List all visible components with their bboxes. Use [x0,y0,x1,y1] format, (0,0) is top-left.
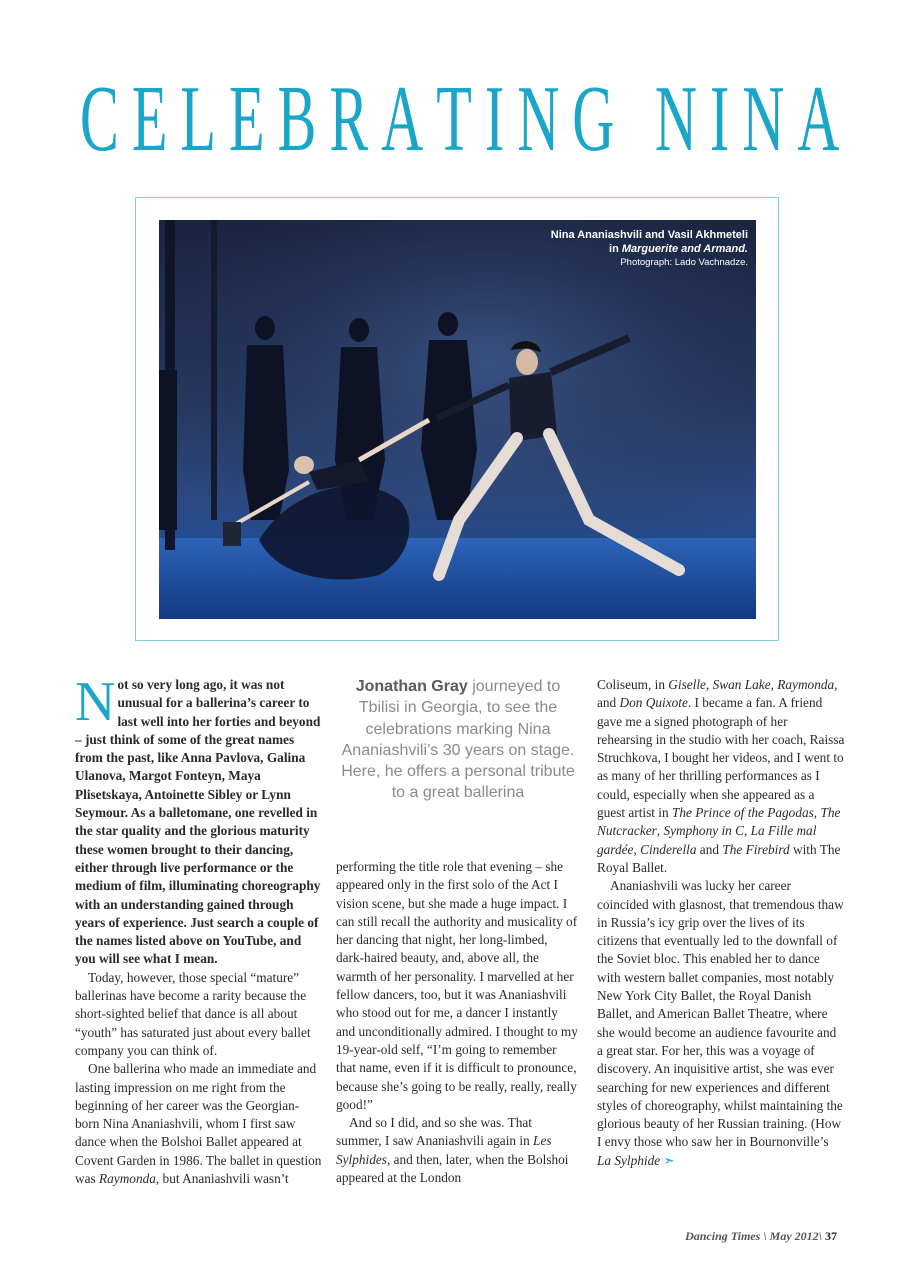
title-letter: E [131,67,168,171]
ballet-title: Don Quixote [619,695,688,711]
ballet-title: The Nutcracker [597,805,841,839]
caption-ballet-title: Marguerite and Armand. [621,243,748,255]
ballet-title: Raymonda [99,1171,156,1187]
title-letter: T [436,67,472,171]
footer-separator: \ [763,1229,767,1243]
title-letter: R [329,67,369,171]
ballet-title: La Sylphide [597,1152,661,1168]
title-letter: A [797,67,840,171]
title-letter: N [654,67,697,171]
text-run: and [696,841,723,857]
page-footer [685,1229,837,1244]
text-run: , [813,805,821,821]
text-run: Ananiashvili was lucky her career coincided with glasnost, that tremendous thaw in Russia’s icy grip over the lives of its citizens that eventually led to the downfall of the Soviet bloc. This enabled her to dance with western ballet companies, most notably New York City Ballet, the Royal Danish Ballet, and American Ballet Theatre, where she would become an audience favourite and a great star. For her, this was a voyage of discovery. An inquisitive artist, she was ever searching for new experiences and different styles of choreography, whilst maintaining the glorious beauty of her Russian training. (How I envy those who saw her in Bournonville’s [597,878,844,1150]
footer-separator: \ [818,1229,822,1243]
ballet-photo [159,220,756,619]
paragraph: Today, however, those special “mature” ballerinas have become a rarity because the short-sighted belief that dance is all about “youth” has saturated just about every ballet company you can think of. [75,969,311,1058]
lead-text: ot so very long ago, it was not unusual for a ballerina’s career to last well into her forties and beyond – just think of some of the great names from the past, like Anna Pavlova, Galina Ulanova, Margot Fonteyn, Maya Plisetskaya, Antoinette Sibley or Lynn Seymour. As a balletomane, one revelled in the star quality and the glorious maturity these women brought to their dancing, either through live performance or the medium of film, illuminating choreography with an understanding gained through years of experience. Just search a couple of the names listed above on YouTube, and you will see what I mean. [75,677,321,967]
photo-caption [551,228,748,270]
title-letter: I [709,67,730,171]
paragraph [75,1060,323,1188]
text-run: , [633,841,641,857]
paragraph [336,1114,578,1187]
paragraph [597,676,845,877]
title-letter: I [484,67,505,171]
title-letter: G [572,67,615,171]
text-run: with The Royal Ballet. [597,841,841,875]
photo-credit: Photograph: Lado Vachnadze. [620,257,748,268]
stage-floor [159,538,756,619]
article-title [80,67,840,171]
title-letter: E [228,67,265,171]
title-letter: L [180,67,217,171]
text-run: , and [597,677,838,711]
ballet-title: Symphony in C [663,823,744,839]
text-run: One ballerina who made an immediate and lasting impression on me right from the beginning of her career was the Georgian-born Nina Ananiashvili, whom I first saw dance when the Bolshoi Ballet appeared at Covent Garden in 1986. The ballet in question was [75,1061,322,1187]
text-run: And so I did, and so she was. That summer, I saw Ananiashvili again in [336,1115,534,1149]
ballet-title: Cinderella [640,841,697,857]
title-letter: B [277,67,317,171]
magazine-name: Dancing Times [685,1229,761,1243]
ballet-title: Giselle [668,677,706,692]
text-run: , [770,677,778,692]
paragraph [597,877,845,1171]
text-run: , [656,823,664,839]
column-2-body [336,858,578,1187]
caption-dancers: Nina Ananiashvili and Vasil Akhmeteli [550,229,748,241]
pillar [211,220,217,520]
continue-arrow-icon: ➣ [663,1153,675,1169]
article-column-3 [597,676,845,1171]
author-name: Jonathan Gray [355,678,468,695]
text-run: , [744,823,751,839]
title-letter: N [517,67,560,171]
ballet-title: The Firebird [722,841,790,857]
text-run: . I became a fan. A friend gave me a signed photograph of her rehearsing in the studio with her coach, Raissa Struchkova, I bought her videos, and I went to as many of her thrilling performances as I could, especially when she appeared as a guest artist in [597,695,845,821]
text-run: , [705,677,713,692]
title-letter: C [80,67,119,171]
standfirst [340,676,576,804]
ballet-title: Swan Lake [712,677,771,692]
article-column-1 [75,671,323,1188]
drop-cap: N [75,671,116,733]
caption-prefix: in [609,243,619,255]
prop-book [223,522,241,546]
title-letter: N [742,67,785,171]
caption-ballet [551,242,748,256]
title-letter: A [381,67,424,171]
paragraph: performing the title role that evening – she appeared only in the first solo of the Act I vision scene, but she made a huge impact. I can still recall the authority and musicality of her dancing that night, her long-limbed, dark-haired beauty, and, above all, the warmth of her personality. I marvelled at her fellow dancers, too, but it was Ananiashvili who stood out for me, a dancer I instantly and unconditionally admired. I thought to my 19-year-old self, “I’m going to remember that name, even if it is difficult to pronounce, because she’s going to be really, really, really good!” [336,859,578,1112]
ballet-title: Raymonda [777,677,835,692]
text-run: , but Ananiashvili wasn’t [155,1171,289,1187]
ballet-title: La Fille mal gardée [597,823,817,857]
issue-date: May 2012 [769,1229,819,1243]
text-run: Coliseum, in [597,677,669,692]
text-run: , and then, later, when the Bolshoi appeared at the London [336,1151,569,1186]
page-number: 37 [825,1229,837,1243]
stage-illustration [159,220,756,619]
standfirst-text: journeyed to Tbilisi in Georgia, to see the celebrations marking Nina Ananiashvili’s 30 years on stage. Here, he offers a personal tribute to a great ballerina [341,678,575,802]
ballet-title: Les Sylphides [336,1133,552,1167]
ballet-title: The Prince of the Pagodas [671,805,814,821]
lead-paragraph [75,671,323,969]
title-gap [627,74,642,164]
